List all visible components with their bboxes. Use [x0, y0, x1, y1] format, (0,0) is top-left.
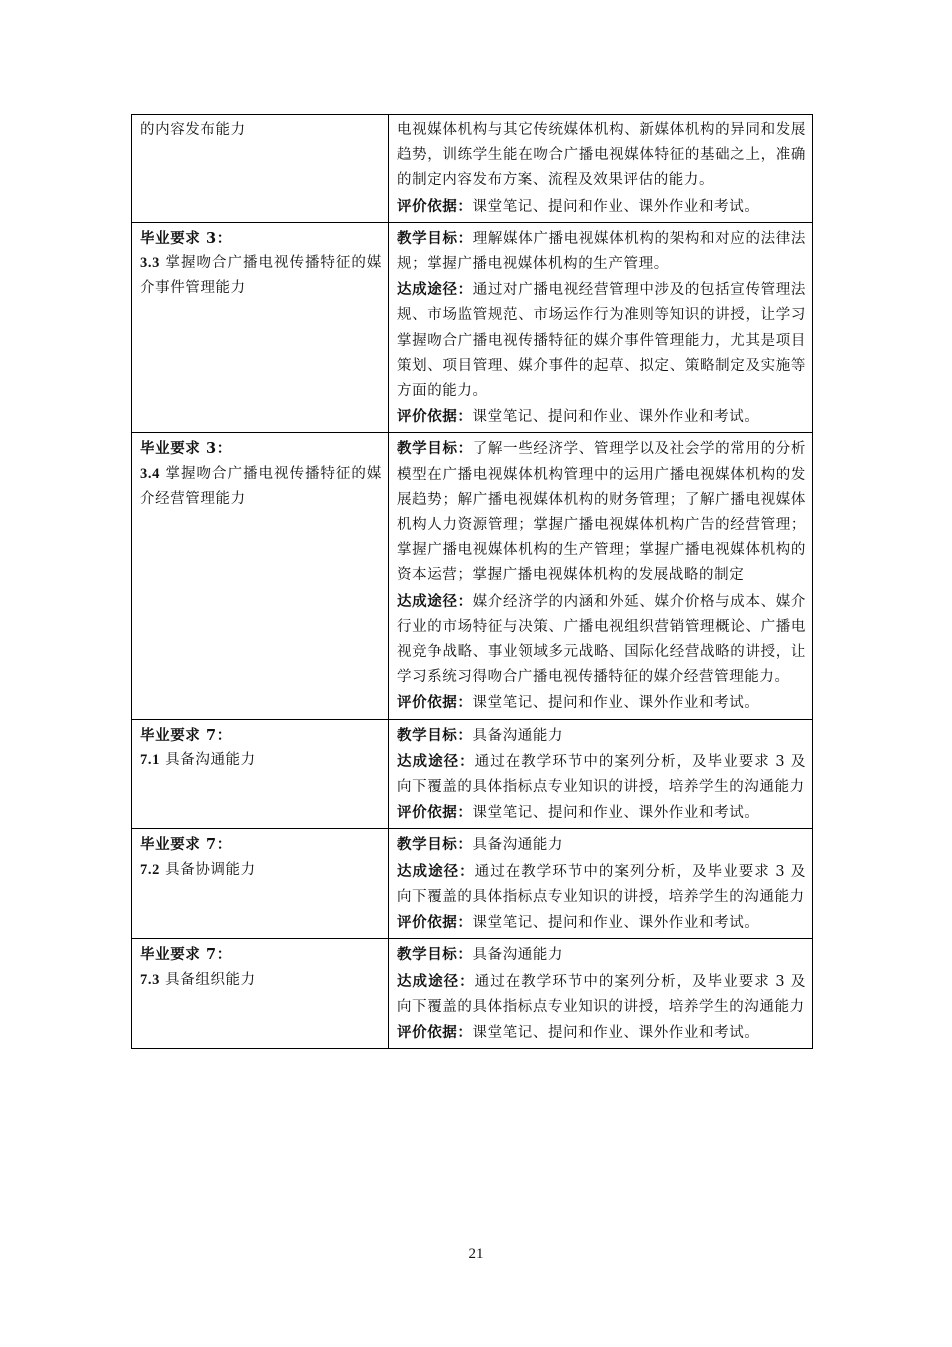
requirement-cell [132, 719, 389, 829]
target-text: 具备沟通能力 [472, 947, 564, 964]
eval-text: 课堂笔记、提问和作业、课外作业和考试。 [472, 695, 760, 712]
target-label: 教学目标： [397, 836, 473, 854]
requirement-heading: 毕业要求 3： [140, 229, 232, 247]
target-label: 教学目标： [397, 946, 473, 964]
detail-cell [389, 115, 813, 223]
detail-cell [389, 222, 813, 433]
path-label: 达成途径： [397, 752, 475, 770]
requirement-heading: 毕业要求 7： [140, 836, 232, 854]
target-text: 电视媒体机构与其它传统媒体机构、新媒体机构的异同和发展趋势，训练学生能在吻合广播电视媒体特征的基础之上，准确的制定内容发布方案、流程及效果评估的能力。 [397, 122, 806, 189]
requirement-cell [132, 222, 389, 433]
path-text: 通过在教学环节中的案列分析，及毕业要求 3 及向下覆盖的具体指标点专业知识的讲授，培养学生的沟通能力 [397, 973, 807, 1015]
path-text: 通过对广播电视经营管理中涉及的包括宣传管理法规、市场监管规范、市场运作行为准则等知识的讲授，让学习掌握吻合广播电视传播特征的媒介事件管理能力，尤其是项目策划、项目管理、媒介事件的起草、拟定、策略制定及实施等方面的能力。 [397, 282, 806, 400]
table-row [132, 829, 813, 939]
requirement-cell [132, 829, 389, 939]
requirement-heading: 毕业要求 7： [140, 726, 232, 744]
table-row [132, 939, 813, 1049]
table-row [132, 719, 813, 829]
eval-text: 课堂笔记、提问和作业、课外作业和考试。 [472, 198, 760, 215]
requirement-text: 具备协调能力 [159, 861, 256, 878]
eval-text: 课堂笔记、提问和作业、课外作业和考试。 [472, 409, 760, 426]
requirements-table [131, 114, 813, 1049]
path-text: 媒介经济学的内涵和外延、媒介价格与成本、媒介行业的市场特征与决策、广播电视组织营销管理概论、广播电视竞争战略、事业领域多元战略、国际化经营战略的讲授，让学习系统习得吻合广播电视传播特征的媒介经营管理能力。 [397, 593, 806, 686]
detail-cell [389, 433, 813, 719]
eval-text: 课堂笔记、提问和作业、课外作业和考试。 [472, 915, 760, 932]
indicator-code: 7.1 [140, 751, 160, 768]
indicator-code: 7.3 [140, 971, 160, 988]
eval-label: 评价依据： [397, 914, 473, 932]
indicator-code: 7.2 [140, 861, 160, 878]
eval-label: 评价依据： [397, 804, 473, 822]
target-text: 了解一些经济学、管理学以及社会学的常用的分析模型在广播电视媒体机构管理中的运用广播电视媒体机构的发展趋势；解广播电视媒体机构的财务管理；了解广播电视媒体机构人力资源管理；掌握广播电视媒体机构广告的经营管理；掌握广播电视媒体机构的生产管理；掌握广播电视媒体机构的资本运营；掌握广播电视媒体机构的发展战略的制定 [397, 441, 806, 584]
path-label: 达成途径： [397, 281, 473, 299]
requirement-text: 掌握吻合广播电视传播特征的媒介事件管理能力 [140, 255, 382, 297]
table-row [132, 115, 813, 223]
requirement-cell [132, 433, 389, 719]
eval-text: 课堂笔记、提问和作业、课外作业和考试。 [472, 805, 760, 822]
eval-label: 评价依据： [397, 408, 473, 426]
requirement-text: 具备沟通能力 [159, 751, 256, 768]
indicator-code: 3.3 [140, 255, 160, 272]
requirement-cell [132, 939, 389, 1049]
table-row [132, 222, 813, 433]
requirement-heading: 毕业要求 7： [140, 946, 232, 964]
eval-label: 评价依据： [397, 1023, 473, 1041]
eval-label: 评价依据： [397, 694, 473, 712]
target-label: 教学目标： [397, 726, 473, 744]
detail-cell [389, 829, 813, 939]
eval-text: 课堂笔记、提问和作业、课外作业和考试。 [472, 1024, 760, 1041]
path-text: 通过在教学环节中的案列分析，及毕业要求 3 及向下覆盖的具体指标点专业知识的讲授，培养学生的沟通能力 [397, 753, 807, 796]
path-label: 达成途径： [397, 862, 475, 880]
path-label: 达成途径： [397, 972, 475, 990]
target-text: 理解媒体广播电视媒体机构的架构和对应的法律法规；掌握广播电视媒体机构的生产管理。 [397, 230, 806, 273]
requirement-heading: 毕业要求 3： [140, 440, 232, 458]
target-text: 具备沟通能力 [472, 837, 564, 854]
requirement-text: 具备组织能力 [159, 971, 256, 988]
requirement-text: 掌握吻合广播电视传播特征的媒介经营管理能力 [140, 465, 382, 507]
detail-cell [389, 939, 813, 1049]
requirement-text: 的内容发布能力 [140, 122, 246, 138]
path-text: 通过在教学环节中的案列分析，及毕业要求 3 及向下覆盖的具体指标点专业知识的讲授，培养学生的沟通能力 [397, 863, 807, 905]
path-label: 达成途径： [397, 592, 473, 610]
eval-label: 评价依据： [397, 197, 473, 215]
target-label: 教学目标： [397, 229, 473, 247]
indicator-code: 3.4 [140, 465, 160, 482]
table-row [132, 433, 813, 719]
target-label: 教学目标： [397, 440, 473, 458]
page-number: 21 [468, 1246, 484, 1262]
detail-cell [389, 719, 813, 829]
requirement-cell [132, 115, 389, 223]
target-text: 具备沟通能力 [472, 727, 564, 744]
